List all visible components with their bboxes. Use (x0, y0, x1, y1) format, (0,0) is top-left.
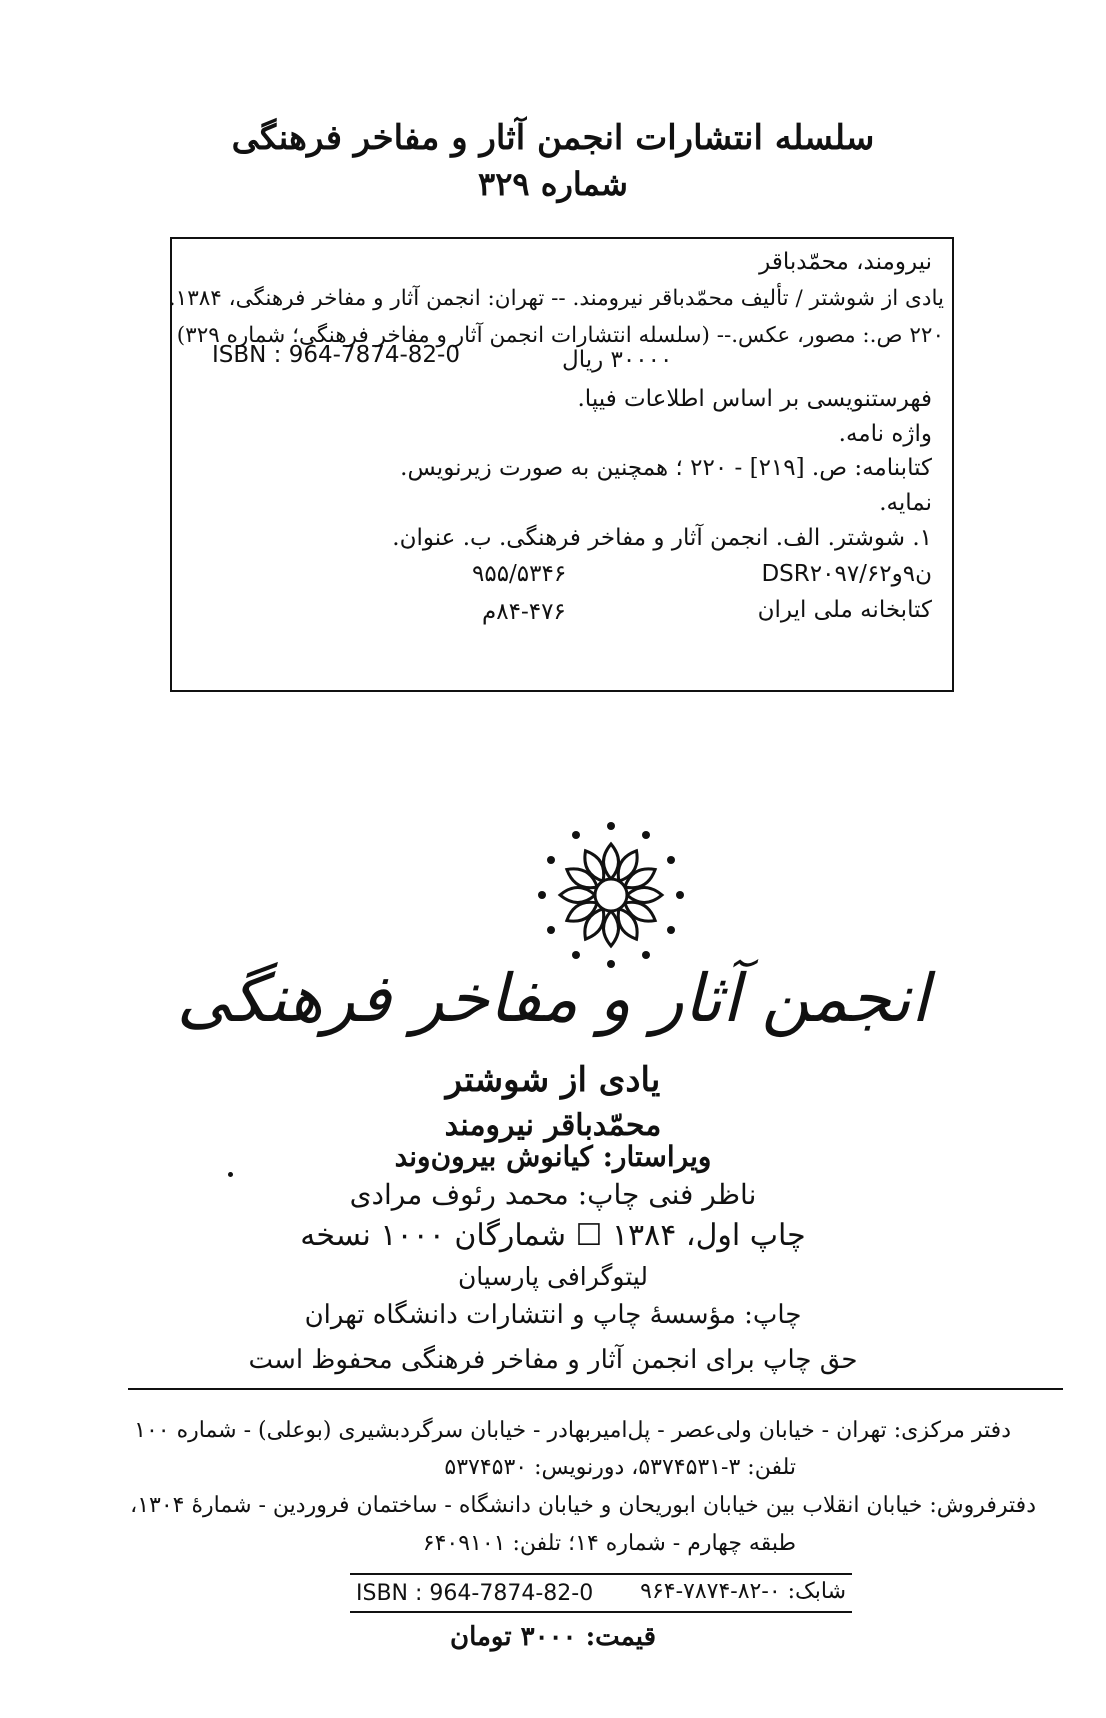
edition-info: چاپ اول، ۱۳۸۴ ☐ شمارگان ۱۰۰۰ نسخه (300, 1218, 806, 1253)
catalog-note-fipa: فهرستنویسی بر اساس اطلاعات فیپا. (577, 386, 932, 412)
series-number: شماره ۳۲۹ (478, 165, 628, 203)
catalog-dewey-class: ۹۵۵/۵۳۴۶ (472, 561, 567, 587)
catalog-price: ۳۰۰۰۰ ریال (562, 347, 673, 373)
catalog-description-line: ۲۲۰ ص.: مصور، عکس.-- (سلسله انتشارات انجمن آثار و مفاخر فرهنگی؛ شماره ۳۲۹) (176, 323, 944, 348)
isbn-persian: شابک: ۰-۸۲-۷۸۷۴-۹۶۴ (640, 1579, 846, 1604)
office-phone: تلفن: ۳-۵۳۷۴۵۳۱، دورنویس: ۵۳۷۴۵۳۰ (444, 1455, 796, 1480)
bookstore-address: دفترفروش: خیابان انقلاب بین خیابان ابوریحان و خیابان دانشگاه - ساختمان فروردین - شمارهٔ ۱۳۰۴، (130, 1493, 1036, 1518)
copyright-notice: حق چاپ برای انجمن آثار و مفاخر فرهنگی محفوظ است (248, 1345, 858, 1375)
catalog-library-number: ۸۴-۴۷۶م (482, 599, 566, 625)
book-author: محمّدباقر نیرومند (444, 1108, 662, 1143)
catalog-subjects: ۱. شوشتر. الف. انجمن آثار و مفاخر فرهنگی. ب. عنوان. (392, 525, 932, 551)
stray-dot-mark (228, 1172, 233, 1177)
book-editor: ویراستار: کیانوش بیرون‌وند (394, 1140, 712, 1173)
catalog-note-glossary: واژه نامه. (838, 421, 932, 447)
catalog-library: کتابخانه ملی ایران (757, 597, 932, 623)
catalog-lc-class: DSR۲۰۹۷/۶۲ن۹و (761, 561, 932, 587)
catalog-note-bibliography: کتابنامه: ص. [۲۱۹] - ۲۲۰ ؛ همچنین به صورت زیرنویس. (400, 455, 932, 481)
catalog-isbn: ISBN : 964-7874-82-0 (212, 342, 460, 368)
society-emblem-icon (536, 820, 686, 970)
lithography-info: لیتوگرافی پارسیان (457, 1262, 649, 1291)
series-title: سلسله انتشارات انجمن آثار و مفاخر فرهنگی (231, 118, 875, 158)
book-price: قیمت: ۳۰۰۰ تومان (449, 1622, 657, 1652)
society-logo-calligraphy: انجمن آثار و مفاخر فرهنگی (176, 960, 930, 1037)
bookstore-floor-phone: طبقه چهارم - شماره ۱۴؛ تلفن: ۶۴۰۹۱۰۱ (422, 1531, 796, 1556)
isbn-latin: ISBN : 964-7874-82-0 (356, 1581, 594, 1606)
technical-supervisor: ناظر فنی چاپ: محمد رئوف مرادی (349, 1178, 757, 1211)
isbn-strip (350, 1573, 852, 1613)
contact-divider (128, 1388, 1063, 1390)
printer-info: چاپ: مؤسسهٔ چاپ و انتشارات دانشگاه تهران (304, 1300, 802, 1330)
central-office-address: دفتر مرکزی: تهران - خیابان ولی‌عصر - پل‌امیربهادر - خیابان سرگردبشیری (بوعلی) - شماره ۱۰۰ (134, 1418, 1011, 1443)
book-title: یادی از شوشتر (445, 1060, 661, 1100)
catalog-title-line: یادی از شوشتر / تألیف محمّدباقر نیرومند. -- تهران: انجمن آثار و مفاخر فرهنگی، ۱۳۸۴. (168, 286, 944, 311)
catalog-record-box (170, 237, 954, 692)
catalog-note-index: نمایه. (879, 490, 932, 516)
catalog-author: نیرومند، محمّدباقر (759, 249, 932, 275)
